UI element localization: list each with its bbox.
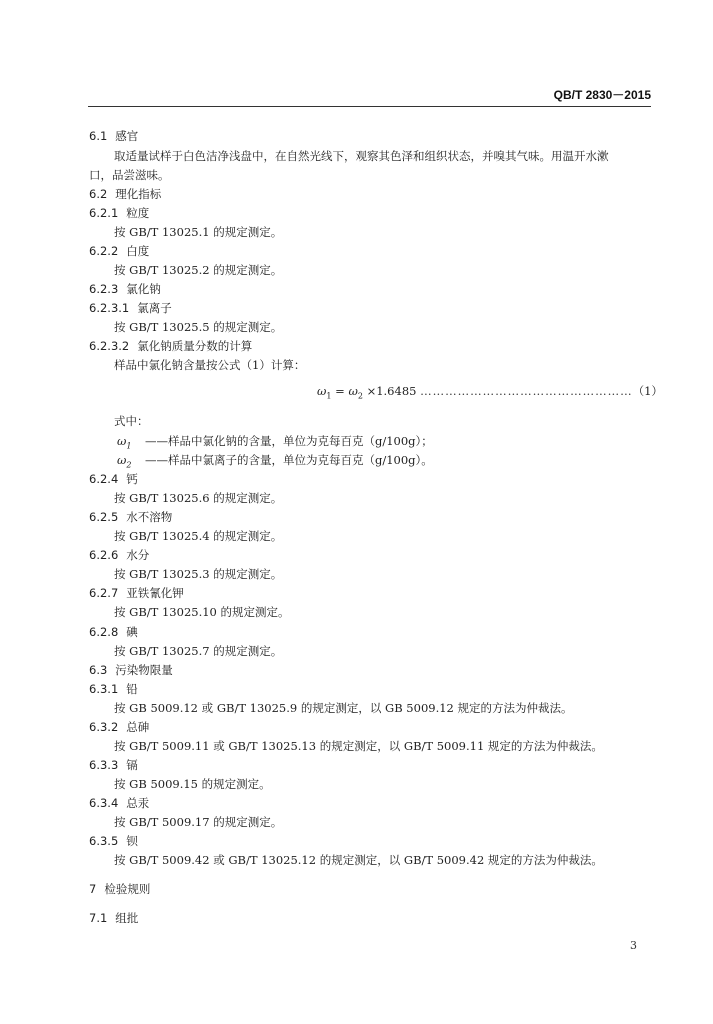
- multiplier: ×1.6485: [362, 384, 421, 398]
- paragraph: 按 GB/T 5009.42 或 GB/T 13025.12 的规定测定，以 GB/T 5009.42 规定的方法为仲裁法。: [114, 853, 603, 867]
- paragraph: 按 GB/T 13025.10 的规定测定。: [114, 605, 290, 619]
- section-number: 6.2.8: [89, 625, 119, 639]
- paragraph: 按 GB/T 13025.5 的规定测定。: [114, 320, 283, 334]
- heading-6-3-3: [89, 758, 138, 772]
- section-number: 6.1: [89, 129, 108, 143]
- where-intro: 式中：: [114, 414, 149, 428]
- section-title: 水不溶物: [126, 510, 173, 524]
- section-title: 检验规则: [104, 882, 151, 896]
- section-number: 6.2.5: [89, 510, 119, 524]
- paragraph: 按 GB/T 5009.11 或 GB/T 13025.13 的规定测定，以 GB/T 5009.11 规定的方法为仲裁法。: [114, 739, 603, 753]
- section-number: 6.3.2: [89, 720, 119, 734]
- section-title: 污染物限量: [115, 663, 173, 677]
- section-number: 6.3.1: [89, 682, 119, 696]
- heading-6-3: [89, 663, 173, 677]
- section-number: 6.3.5: [89, 834, 119, 848]
- heading-6-2: [89, 187, 161, 201]
- formula-1: [317, 384, 663, 403]
- subscript: 1: [326, 391, 332, 401]
- section-title: 理化指标: [115, 187, 162, 201]
- omega-1-symbol: ω: [317, 384, 327, 398]
- paragraph: 口，品尝滋味。: [89, 168, 170, 182]
- heading-6-3-1: [89, 682, 138, 696]
- paragraph: 按 GB/T 5009.17 的规定测定。: [114, 815, 283, 829]
- section-number: 6.2.7: [89, 586, 119, 600]
- section-title: 亚铁氰化钾: [126, 586, 184, 600]
- paragraph: 样品中氯化钠含量按公式（1）计算：: [114, 358, 306, 372]
- heading-6-3-2: [89, 720, 149, 734]
- section-title: 总汞: [126, 796, 150, 810]
- section-title: 粒度: [126, 206, 150, 220]
- heading-6-2-7: [89, 586, 184, 600]
- heading-7: [89, 882, 150, 896]
- section-title: 铅: [126, 682, 138, 696]
- section-number: 6.2.6: [89, 548, 119, 562]
- section-title: 白度: [126, 244, 150, 258]
- section-title: 氯化钠: [126, 282, 161, 296]
- section-number: 6.2.4: [89, 472, 119, 486]
- paragraph: 按 GB/T 13025.6 的规定测定。: [114, 491, 283, 505]
- section-title: 钙: [126, 472, 138, 486]
- variable-symbol: $\omega_1$: [117, 434, 132, 451]
- heading-6-2-2: [89, 244, 149, 258]
- heading-6-3-4: [89, 796, 149, 810]
- standard-code: QB/T 2830－2015: [553, 88, 651, 102]
- heading-6-2-5: [89, 510, 172, 524]
- paragraph: 按 GB 5009.12 或 GB/T 13025.9 的规定测定，以 GB 5009.12 规定的方法为仲裁法。: [114, 701, 573, 715]
- section-title: 钡: [126, 834, 138, 848]
- heading-6-2-3: [89, 282, 161, 296]
- heading-7-1: [89, 911, 138, 925]
- heading-6-3-5: [89, 834, 138, 848]
- section-title: 氯离子: [137, 301, 172, 315]
- equals-sign: =: [331, 384, 349, 398]
- heading-6-2-6: [89, 548, 149, 562]
- variable-definition: [117, 434, 433, 453]
- paragraph: 按 GB/T 13025.3 的规定测定。: [114, 567, 283, 581]
- section-title: 氯化钠质量分数的计算: [137, 339, 253, 353]
- heading-6-2-3-2: [89, 339, 252, 353]
- section-title: 感官: [115, 129, 139, 143]
- paragraph: 按 GB 5009.15 的规定测定。: [114, 777, 271, 791]
- heading-6-2-1: [89, 206, 149, 220]
- subscript: 2: [357, 391, 363, 401]
- heading-6-2-3-1: [89, 301, 172, 315]
- omega-2-symbol: ω: [348, 384, 358, 398]
- variable-symbol: $\omega_2$: [117, 453, 132, 470]
- section-title: 组批: [115, 911, 139, 925]
- section-title: 碘: [126, 625, 138, 639]
- section-number: 6.2.3.1: [89, 301, 130, 315]
- section-number: 6.3: [89, 663, 108, 677]
- section-number: 7: [89, 882, 97, 896]
- section-number: 6.3.4: [89, 796, 119, 810]
- formula-label: （1）: [632, 384, 663, 398]
- section-title: 水分: [126, 548, 150, 562]
- heading-6-2-4: [89, 472, 138, 486]
- section-number: 6.2.2: [89, 244, 119, 258]
- section-title: 总砷: [126, 720, 150, 734]
- header-rule: [88, 106, 651, 107]
- section-number: 7.1: [89, 911, 108, 925]
- variable-description: ——样品中氯化钠的含量，单位为克每百克（g/100g）；: [145, 434, 433, 448]
- paragraph: 按 GB/T 13025.7 的规定测定。: [114, 644, 283, 658]
- section-number: 6.2.3.2: [89, 339, 130, 353]
- section-number: 6.2.1: [89, 206, 119, 220]
- paragraph: 按 GB/T 13025.4 的规定测定。: [114, 529, 283, 543]
- section-number: 6.2.3: [89, 282, 119, 296]
- section-number: 6.3.3: [89, 758, 119, 772]
- paragraph: 按 GB/T 13025.1 的规定测定。: [114, 225, 283, 239]
- variable-description: ——样品中氯离子的含量，单位为克每百克（g/100g）。: [145, 453, 433, 467]
- section-number: 6.2: [89, 187, 108, 201]
- section-title: 镉: [126, 758, 138, 772]
- leader-dots: ……………………………………………: [420, 384, 633, 398]
- variable-definition: [117, 453, 433, 472]
- paragraph: 按 GB/T 13025.2 的规定测定。: [114, 263, 283, 277]
- heading-6-2-8: [89, 625, 138, 639]
- heading-6-1: [89, 129, 138, 143]
- page-number: 3: [630, 939, 637, 952]
- paragraph: 取适量试样于白色洁净浅盘中，在自然光线下，观察其色泽和组织状态，并嗅其气味。用温开水漱: [114, 149, 609, 163]
